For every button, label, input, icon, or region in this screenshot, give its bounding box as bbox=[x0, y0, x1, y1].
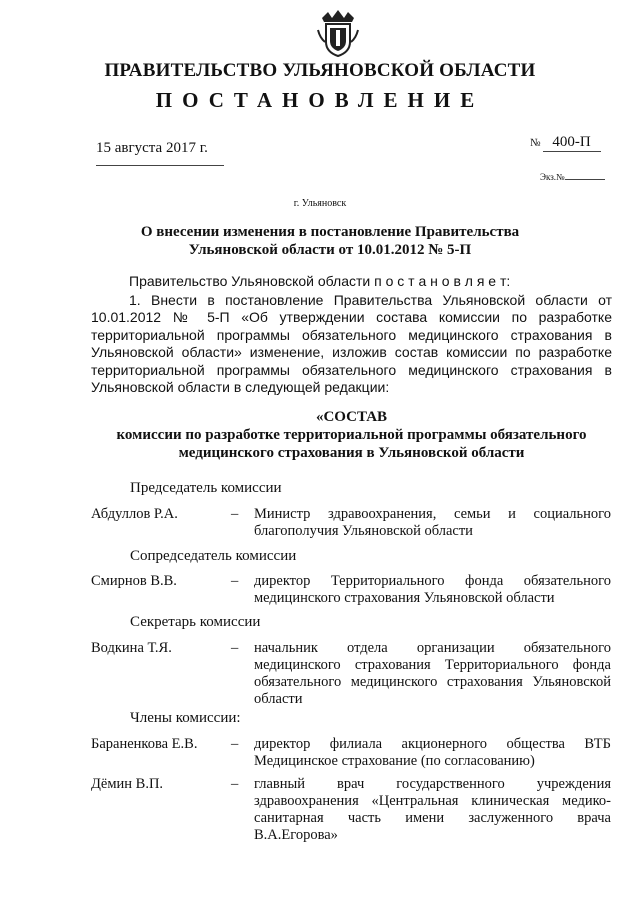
member-position: директор Территориального фонда обязательного медицинского страхования Ульяновской области bbox=[254, 573, 611, 606]
government-title: ПРАВИТЕЛЬСТВО УЛЬЯНОВСКОЙ ОБЛАСТИ bbox=[104, 60, 536, 81]
member-position: директор филиала акционерного общества ВТБ Медицинское страхование (по согласованию) bbox=[254, 736, 611, 769]
member-dash: – bbox=[231, 573, 239, 589]
composition-subtitle-2: медицинского страхования в Ульяновской области bbox=[178, 445, 525, 461]
composition-heading bbox=[91, 408, 612, 462]
member-name: Дёмин В.П. bbox=[91, 776, 164, 792]
member-name: Абдуллов Р.А. bbox=[91, 506, 178, 522]
composition-title: «СОСТАВ bbox=[315, 409, 388, 425]
member-name: Водкина Т.Я. bbox=[91, 640, 172, 656]
copy-underline bbox=[565, 179, 605, 180]
heading-line-2: Ульяновской области от 10.01.2012 № 5-П bbox=[188, 242, 472, 258]
member-dash: – bbox=[231, 640, 239, 656]
member-dash: – bbox=[231, 736, 239, 752]
decree-title: ПОСТАНОВЛЕНИЕ bbox=[155, 88, 485, 112]
role-cochair: Сопредседатель комиссии bbox=[130, 548, 297, 564]
date-underline bbox=[96, 165, 224, 166]
member-position: начальник отдела организации обязательного медицинского страхования Территориального фонда обязательного медицинского страхования Ульяновской области bbox=[254, 640, 611, 707]
role-secretary: Секретарь комиссии bbox=[130, 614, 261, 630]
decree-heading bbox=[120, 223, 540, 259]
role-chair: Председатель комиссии bbox=[130, 480, 282, 496]
member-name: Бараненкова Е.В. bbox=[91, 736, 198, 752]
member-position: Министр здравоохранения, семьи и социального благополучия Ульяновской области bbox=[254, 506, 611, 539]
decree-number bbox=[530, 134, 601, 152]
member-position: главный врач государственного учреждения здравоохранения «Центральная клиническая медико-санитарная часть имени заслуженного врача В.А.Егорова» bbox=[254, 776, 611, 843]
number-symbol: № bbox=[530, 137, 541, 149]
copy-number bbox=[540, 172, 605, 182]
member-name: Смирнов В.В. bbox=[91, 573, 177, 589]
heading-line-1: О внесении изменения в постановление Правительства bbox=[140, 224, 520, 240]
lead-paragraph: Правительство Ульяновской области п о с т а н о в л я е т: bbox=[129, 273, 511, 289]
decree-date: 15 августа 2017 г. bbox=[96, 140, 208, 156]
item-1-paragraph: 1. Внести в постановление Правительства Ульяновской области от 10.01.2012 № 5-П «Об утверждении состава комиссии по разработке территориальной программы обязательного медицинского страхования в Ульяновской области» изменение, изложив состав комиссии по разработке территориальной программы обязательного медицинского страхования в Ульяновской области в следующей редакции: bbox=[91, 292, 612, 396]
coat-of-arms-icon bbox=[316, 8, 360, 58]
member-dash: – bbox=[231, 506, 239, 522]
copy-label: Экз.№ bbox=[540, 172, 565, 182]
role-members: Члены комиссии: bbox=[130, 710, 241, 726]
number-value: 400-П bbox=[543, 134, 601, 152]
city-name: г. Ульяновск bbox=[293, 198, 347, 209]
member-dash: – bbox=[231, 776, 239, 792]
composition-subtitle-1: комиссии по разработке территориальной программы обязательного bbox=[116, 427, 587, 443]
